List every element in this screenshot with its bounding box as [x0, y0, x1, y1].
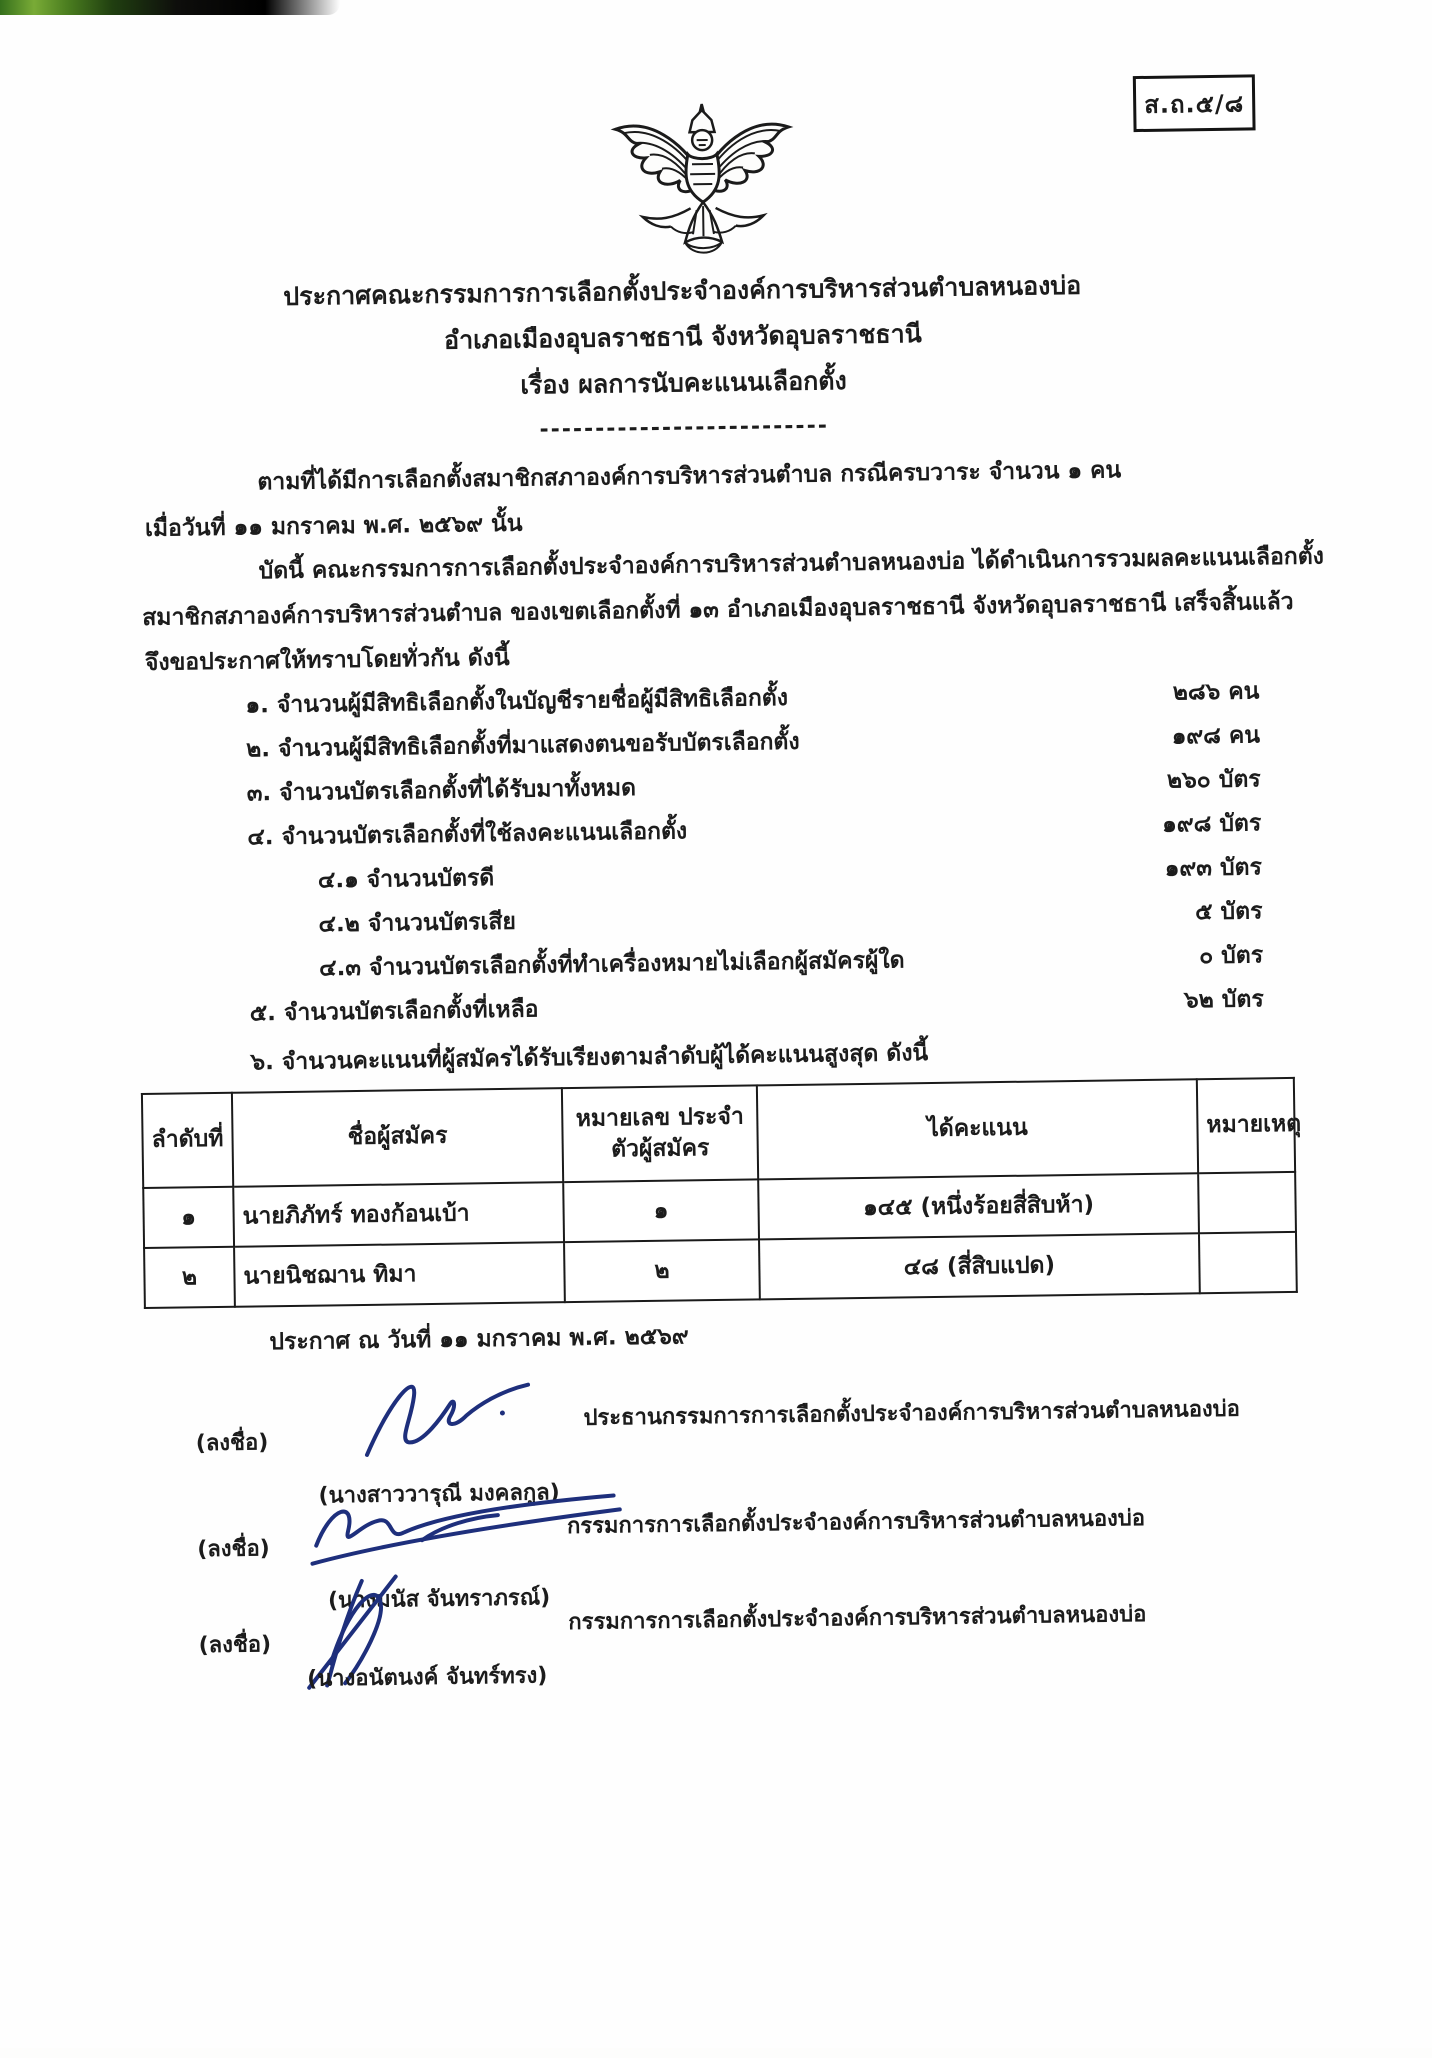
garuda-emblem-icon	[599, 89, 806, 270]
announcement-title-line2: อำเภอเมืองอุบลราชธานี จังหวัดอุบลราชธานี	[443, 319, 922, 355]
header-score: ได้คะแนน	[757, 1079, 1198, 1179]
sign-label-1: (ลงชื่อ)	[195, 1430, 269, 1457]
stat-value: ๑๙๓ บัตร	[1164, 854, 1263, 882]
form-code-box	[1133, 74, 1256, 132]
sign-name-3: (นางอนัตนงค์ จันทร์ทรง)	[306, 1663, 548, 1692]
stat-label: ๔.๑ จำนวนบัตรดี	[317, 865, 495, 894]
stat-label: ๕. จำนวนบัตรเลือกตั้งที่เหลือ	[249, 996, 539, 1027]
cell-remark	[1198, 1172, 1296, 1233]
title-divider: --------------------------	[539, 413, 830, 443]
sign-name-2: (นางมนัส จันทราภรณ์)	[327, 1585, 551, 1614]
stat-value: ๒๘๖ คน	[1172, 678, 1260, 706]
sign-label-3: (ลงชื่อ)	[198, 1632, 272, 1659]
stat-value: ๖๒ บัตร	[1183, 986, 1264, 1014]
cell-candidate-number: ๒	[564, 1239, 760, 1302]
paragraph-1-line-1: ตามที่ได้มีการเลือกตั้งสมาชิกสภาองค์การบริหารส่วนตำบล กรณีครบวาระ จำนวน ๑ คน	[257, 457, 1122, 496]
sign-role-3: กรรมการการเลือกตั้งประจำองค์การบริหารส่วนตำบลหนองบ่อ	[568, 1602, 1147, 1636]
header-candidate-number: หมายเลข ประจำตัวผู้สมัคร	[562, 1085, 758, 1182]
header-rank: ลำดับที่	[142, 1093, 233, 1188]
form-code: ส.ถ.๕/๘	[1144, 89, 1245, 119]
cell-score: ๑๔๕ (หนึ่งร้อยสี่สิบห้า)	[758, 1173, 1199, 1239]
cell-rank: ๒	[144, 1247, 235, 1308]
stat-label: ๑. จำนวนผู้มีสิทธิเลือกตั้งในบัญชีรายชื่อผู้มีสิทธิเลือกตั้ง	[245, 684, 789, 719]
cell-candidate-name: นายภิภัทร์ ทองก้อนเบ้า	[233, 1182, 564, 1247]
stat-label: ๓. จำนวนบัตรเลือกตั้งที่ได้รับมาทั้งหมด	[246, 775, 637, 807]
announcement-subject: เรื่อง ผลการนับคะแนนเลือกตั้ง	[520, 366, 847, 400]
stat-value: ๑๙๘ คน	[1171, 722, 1261, 750]
stat-item-6-intro: ๖. จำนวนคะแนนที่ผู้สมัครได้รับเรียงตามลำดับผู้ได้คะแนนสูงสุด ดังนี้	[250, 1040, 929, 1076]
sign-label-2: (ลงชื่อ)	[197, 1536, 270, 1563]
cell-remark	[1199, 1232, 1297, 1293]
cell-rank: ๑	[143, 1187, 234, 1248]
stat-value: ๕ บัตร	[1194, 898, 1263, 926]
stat-label: ๔.๓ จำนวนบัตรเลือกตั้งที่ทำเครื่องหมายไม่เลือกผู้สมัครผู้ใด	[319, 947, 905, 982]
sign-name-1: (นางสาววารุณี มงคลกูล)	[318, 1480, 560, 1509]
stat-label: ๔. จำนวนบัตรเลือกตั้งที่ใช้ลงคะแนนเลือกตั้ง	[247, 818, 688, 851]
paragraph-2-line-3: จึงขอประกาศให้ทราบโดยทั่วกัน ดังนี้	[144, 644, 510, 676]
stat-value: ๐ บัตร	[1198, 942, 1264, 970]
table-header-row	[142, 1078, 1295, 1188]
issued-date-line: ประกาศ ณ วันที่ ๑๑ มกราคม พ.ศ. ๒๕๖๙	[269, 1323, 689, 1356]
cell-candidate-number: ๑	[563, 1179, 759, 1242]
header-candidate-name: ชื่อผู้สมัคร	[232, 1088, 563, 1187]
statistics-list	[135, 673, 1264, 1041]
announcement-title-line1: ประกาศคณะกรรมการการเลือกตั้งประจำองค์การบริหารส่วนตำบลหนองบ่อ	[283, 270, 1082, 311]
title-block	[0, 259, 1377, 458]
sign-role-1: ประธานกรรมการการเลือกตั้งประจำองค์การบริหารส่วนตำบลหนองบ่อ	[583, 1396, 1241, 1431]
header-remark: หมายเหตุ	[1197, 1078, 1295, 1173]
stat-label: ๒. จำนวนผู้มีสิทธิเลือกตั้งที่มาแสดงตนขอรับบัตรเลือกตั้ง	[245, 728, 800, 763]
sign-role-2: กรรมการการเลือกตั้งประจำองค์การบริหารส่วนตำบลหนองบ่อ	[566, 1506, 1146, 1540]
signature-1-handwriting	[350, 1364, 582, 1486]
paragraph-2-line-1: บัดนี้ คณะกรรมการการเลือกตั้งประจำองค์การบริหารส่วนตำบลหนองบ่อ ได้ดำเนินการรวมผลคะแนนเลือกตั้ง	[258, 543, 1325, 585]
stat-value: ๒๖๐ บัตร	[1166, 766, 1261, 794]
stat-value: ๑๙๘ บัตร	[1161, 810, 1262, 838]
stat-label: ๔.๒ จำนวนบัตรเสีย	[318, 908, 517, 938]
cell-score: ๔๘ (สี่สิบแปด)	[759, 1233, 1200, 1299]
paragraph-1-line-2: เมื่อวันที่ ๑๑ มกราคม พ.ศ. ๒๕๖๙ นั้น	[144, 510, 523, 542]
cell-candidate-name: นายนิชฌาน ทิมา	[234, 1242, 565, 1307]
results-table	[141, 1077, 1302, 1309]
paragraph-2-line-2: สมาชิกสภาองค์การบริหารส่วนตำบล ของเขตเลือกตั้งที่ ๑๓ อำเภอเมืองอุบลราชธานี จังหวัดอุบลราชธานี เสร็จสิ้นแล้ว	[142, 588, 1294, 631]
